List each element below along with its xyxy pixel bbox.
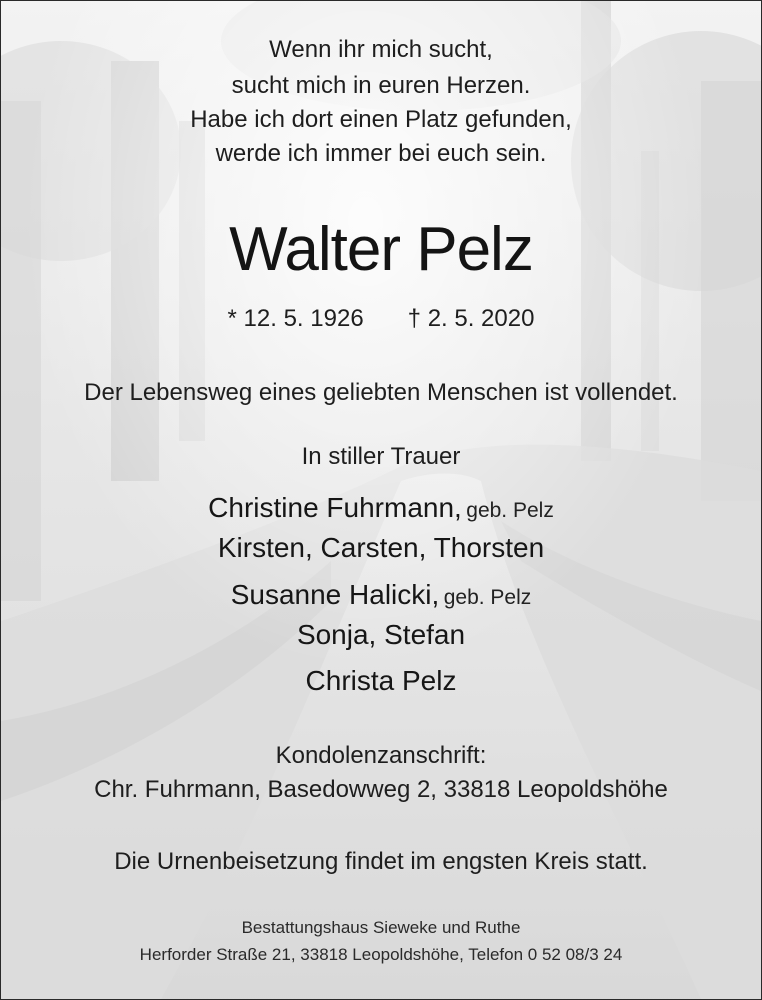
- funeral-home-name: Bestattungshaus Sieweke und Ruthe: [241, 918, 521, 937]
- mourning-intro: In stiller Trauer: [301, 443, 461, 470]
- mourner-line-2: [1, 532, 761, 564]
- birth-date: * 12. 5. 1926: [227, 305, 364, 332]
- funeral-home-address: Herforder Straße 21, 33818 Leopoldshöhe, Telefon 0 52 08/3 24: [139, 945, 623, 964]
- mourner-name: Susanne Halicki,: [230, 579, 440, 610]
- condolence-address: Chr. Fuhrmann, Basedowweg 2, 33818 Leopoldshöhe: [94, 776, 668, 803]
- poem-line-3: Habe ich dort einen Platz gefunden,: [190, 106, 572, 133]
- maiden-name: geb. Pelz: [443, 586, 532, 609]
- poem-line-1: Wenn ihr mich sucht,: [269, 36, 493, 63]
- deceased-name: Walter Pelz: [229, 215, 533, 284]
- notice-content: [1, 1, 761, 999]
- maiden-name: geb. Pelz: [466, 499, 554, 522]
- life-statement: Der Lebensweg eines geliebten Menschen ist vollendet.: [84, 379, 678, 406]
- mourner-name: Kirsten, Carsten, Thorsten: [217, 532, 545, 563]
- mourner-line-5: [1, 665, 761, 697]
- mourner-name: Sonja, Stefan: [296, 619, 466, 650]
- mourner-line-1: [1, 492, 761, 524]
- mourner-line-4: [1, 619, 761, 651]
- condolence-label: Kondolenzanschrift:: [275, 742, 487, 769]
- poem-line-4: werde ich immer bei euch sein.: [215, 140, 547, 167]
- burial-note: Die Urnenbeisetzung findet im engsten Kreis statt.: [114, 848, 648, 875]
- death-date: † 2. 5. 2020: [407, 305, 535, 332]
- mourner-name: Christa Pelz: [305, 665, 457, 696]
- poem-line-2: sucht mich in euren Herzen.: [231, 72, 531, 99]
- mourner-name: Christine Fuhrmann,: [208, 492, 462, 523]
- mourner-line-3: [1, 579, 761, 611]
- life-dates: [1, 305, 761, 333]
